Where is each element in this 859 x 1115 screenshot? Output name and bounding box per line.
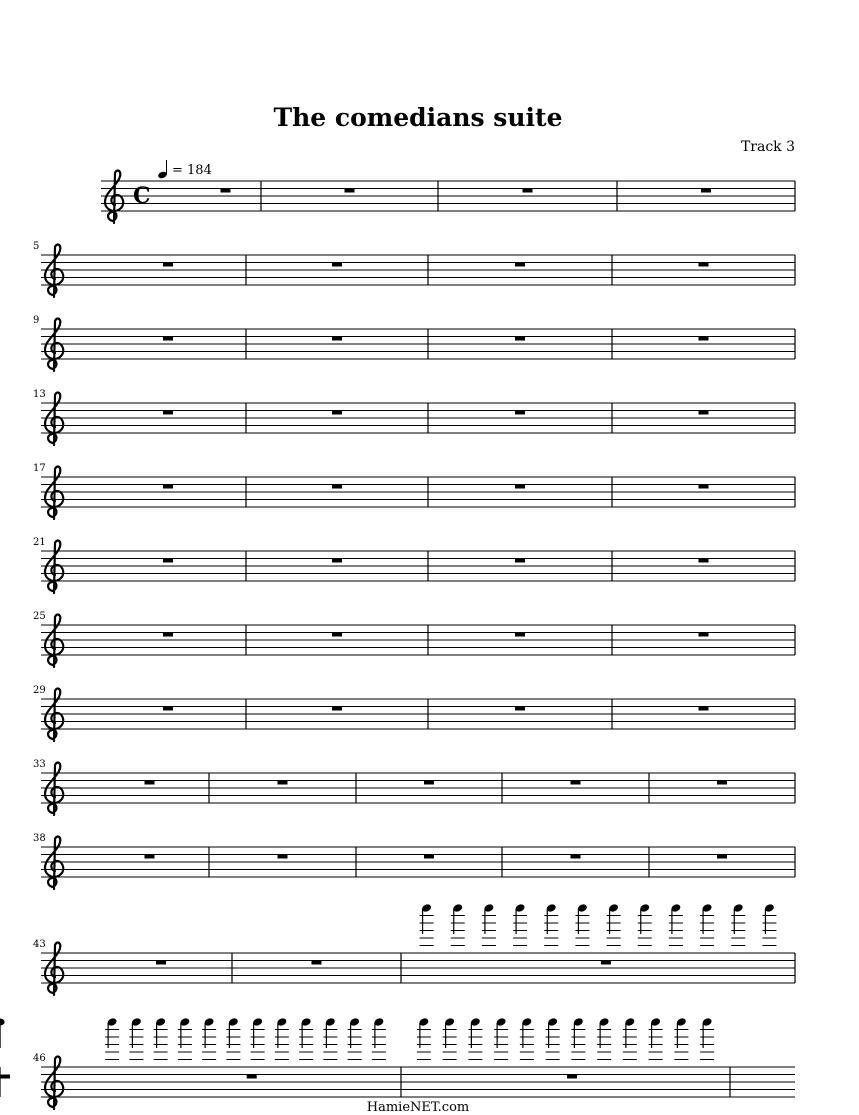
whole-rest [699, 411, 709, 415]
whole-rest [717, 855, 727, 859]
measure-number: 21 [33, 537, 46, 548]
whole-rest [145, 855, 155, 859]
whole-rest [332, 485, 342, 489]
whole-rest [515, 633, 525, 637]
score-title: The comedians suite [273, 103, 563, 132]
whole-rest [247, 1075, 257, 1079]
measure-number: 25 [33, 611, 46, 622]
time-signature: C [133, 183, 151, 209]
whole-rest [163, 337, 173, 341]
measure-number: 9 [33, 315, 40, 326]
whole-rest [523, 189, 533, 193]
whole-rest [163, 411, 173, 415]
measure-number: 33 [33, 759, 46, 770]
measure-number: 5 [33, 241, 40, 252]
treble-clef-icon [45, 615, 63, 667]
whole-rest [699, 485, 709, 489]
footer-credit: HamieNET.com [366, 1100, 470, 1115]
treble-clef-icon [45, 319, 63, 371]
treble-clef-icon [45, 943, 63, 995]
treble-clef-icon [45, 541, 63, 593]
whole-rest [515, 485, 525, 489]
measure-number: 29 [33, 685, 46, 696]
whole-rest [163, 633, 173, 637]
whole-rest [699, 559, 709, 563]
note-head [0, 1019, 5, 1026]
whole-rest [163, 559, 173, 563]
treble-clef-icon [45, 763, 63, 815]
whole-rest [699, 633, 709, 637]
treble-clef-icon [45, 837, 63, 889]
whole-rest [221, 189, 231, 193]
measure-number: 46 [33, 1053, 46, 1064]
whole-rest [332, 263, 342, 267]
whole-rest [278, 855, 288, 859]
whole-rest [332, 707, 342, 711]
whole-rest [515, 337, 525, 341]
instrument-label: Track 3 [740, 139, 795, 155]
whole-rest [699, 263, 709, 267]
whole-rest [601, 961, 611, 965]
whole-rest [424, 781, 434, 785]
measure-number: 17 [33, 463, 46, 474]
whole-rest [567, 1075, 577, 1079]
whole-rest [699, 337, 709, 341]
whole-rest [701, 189, 711, 193]
whole-rest [332, 411, 342, 415]
whole-rest [515, 707, 525, 711]
treble-clef-icon [45, 245, 63, 297]
whole-rest [0, 1075, 10, 1079]
whole-rest [571, 855, 581, 859]
whole-rest [278, 781, 288, 785]
treble-clef-icon [45, 393, 63, 445]
whole-rest [332, 559, 342, 563]
whole-rest [163, 263, 173, 267]
whole-rest [424, 855, 434, 859]
measure-number: 43 [33, 939, 46, 950]
whole-rest [145, 781, 155, 785]
whole-rest [163, 707, 173, 711]
whole-rest [345, 189, 355, 193]
whole-rest [163, 485, 173, 489]
treble-clef-icon [45, 689, 63, 741]
whole-rest [156, 961, 166, 965]
whole-rest [312, 961, 322, 965]
whole-rest [332, 633, 342, 637]
measure-number: 13 [33, 389, 46, 400]
whole-rest [515, 559, 525, 563]
treble-clef-icon [105, 171, 123, 223]
whole-rest [515, 263, 525, 267]
whole-rest [717, 781, 727, 785]
whole-rest [571, 781, 581, 785]
whole-rest [699, 707, 709, 711]
measure-number: 38 [33, 833, 46, 844]
whole-rest [515, 411, 525, 415]
tempo-value: = 184 [172, 163, 212, 178]
whole-rest [332, 337, 342, 341]
treble-clef-icon [45, 467, 63, 519]
